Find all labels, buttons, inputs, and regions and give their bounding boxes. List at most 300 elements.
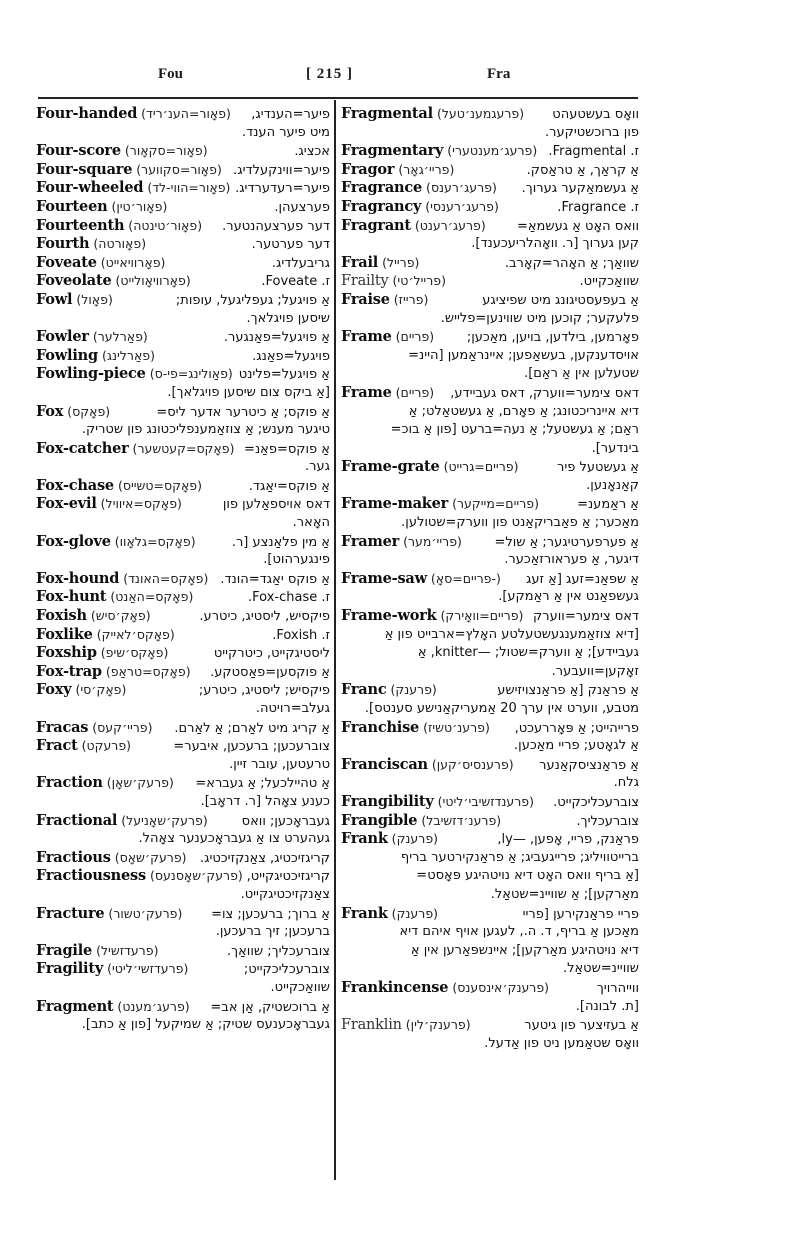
entry-line <box>36 626 330 645</box>
definition-text: קען גערוך [ר. וואָהלריעכענד]. <box>471 236 639 252</box>
headword-group <box>341 458 518 477</box>
definition-text: אַ פראַנציסקאַנער <box>539 757 639 773</box>
pronunciation: (פריים=וואָירק) <box>440 608 524 624</box>
headword-group <box>36 960 188 979</box>
headword-group <box>36 998 190 1017</box>
entry-continuation-line <box>36 979 330 998</box>
definition-text: פיער=רעדערדיג. <box>235 181 330 197</box>
headword: Fox-catcher <box>36 439 129 457</box>
headword-group <box>341 179 497 198</box>
page-number: [ 215 ] <box>306 66 353 82</box>
headword: Fract <box>36 737 78 755</box>
entry-continuation-line <box>341 588 639 607</box>
definition-text: האָאר. <box>292 515 330 531</box>
entry-line <box>36 495 330 514</box>
headword: Frailty <box>341 273 389 290</box>
entry-line <box>341 495 639 514</box>
definition-text: פינגערהוט]. <box>263 552 330 568</box>
pronunciation: (פרעק׳שאָניעל) <box>121 812 208 828</box>
entry-line <box>36 533 330 552</box>
entry-line <box>36 347 330 366</box>
definition-text: אַ ברוך; ברעכען; צו= <box>211 906 330 922</box>
pronunciation: (פרעדזשיל) <box>96 942 159 958</box>
definition-text: צאַנקזיכטיגקייט. <box>240 886 330 902</box>
pronunciation: (פרעק׳שאָסנעס) <box>149 868 243 884</box>
definition-text: גער. <box>305 459 330 475</box>
headword: Fox-hound <box>36 569 120 587</box>
pronunciation: (פאָקס=קעטשער) <box>132 440 235 456</box>
headword: Fox <box>36 402 64 420</box>
dictionary-entry <box>341 533 639 570</box>
headword: Foxlike <box>36 625 93 643</box>
pronunciation: (פריים=מייקער) <box>452 496 539 512</box>
headword: Fragility <box>36 960 104 978</box>
definition-text: דאס צימער=ווערק, דאס געביידע, <box>450 385 639 401</box>
headword-group <box>36 812 208 831</box>
definition-text: קריגזיכטיג, צאַנקזיכטיג. <box>199 850 330 866</box>
pronunciation: (פאָקס=גלאָוו) <box>114 533 196 549</box>
headword-group <box>36 681 126 700</box>
headword: Foxship <box>36 644 97 662</box>
headword: Frame-maker <box>341 495 449 513</box>
entry-line <box>36 867 330 886</box>
definition-text: פאָרמען, בילדען, בויען, מאַכען; <box>466 330 639 346</box>
dictionary-entry <box>36 179 330 198</box>
definition-text: זאָקען=וועבער. <box>551 663 639 679</box>
entry-continuation-line <box>36 310 330 329</box>
dictionary-entry <box>36 867 330 904</box>
definition-text: בינדער]. <box>591 440 639 456</box>
entry-continuation-line <box>36 421 330 440</box>
definition-text: פיער=הענדיג, <box>251 107 330 122</box>
pronunciation: (פאָקס׳שיפ) <box>100 645 169 661</box>
definition-text: געהערט צו אַ געבראָכענער צאָהל. <box>138 831 330 847</box>
entry-continuation-line <box>341 942 639 961</box>
dictionary-entry <box>341 384 639 458</box>
pronunciation: (פריי׳גאָר) <box>398 161 455 177</box>
headword: Fourteen <box>36 197 108 215</box>
headword: Foveate <box>36 253 97 271</box>
definition-text: שוואַך; אַ האָהר=קאָרב. <box>504 255 639 271</box>
left-column <box>36 105 330 1035</box>
definition-text: וואָס בעשטעהט <box>552 107 639 122</box>
dictionary-entry <box>36 291 330 328</box>
headword-group <box>341 570 501 589</box>
dictionary-entry <box>36 495 330 532</box>
dictionary-entry <box>36 942 330 961</box>
headword: Fox-glove <box>36 532 111 550</box>
dictionary-entry <box>341 905 639 979</box>
headword: Fragrancy <box>341 197 422 215</box>
entry-continuation-line <box>341 886 639 905</box>
definition-text: כענע צאָהל [ר. דראָב]. <box>200 793 330 809</box>
headword: Frame-work <box>341 607 437 625</box>
entry-line <box>36 681 330 700</box>
dictionary-entry <box>341 198 639 217</box>
definition-text: געביידע]; אַ ווערק=שטול; —knitter, אַ <box>417 645 639 661</box>
entry-line <box>36 774 330 793</box>
entry-continuation-line <box>36 384 330 403</box>
guide-word-right: Fra <box>487 66 511 82</box>
headword-group <box>36 570 208 589</box>
dictionary-entry <box>341 607 639 681</box>
pronunciation: (פריים) <box>395 384 435 400</box>
headword: Foveolate <box>36 272 112 290</box>
entry-continuation-line <box>341 124 639 143</box>
definition-text: פרייהייט; אַ פּאָררעכט, <box>514 720 639 736</box>
headword: Fracture <box>36 904 105 922</box>
entry-continuation-line <box>341 477 639 496</box>
definition-text: מאַרקען]; אַ שוויינ=שטאַל. <box>490 886 639 902</box>
headword-group <box>36 905 182 924</box>
entry-line <box>341 607 639 626</box>
dictionary-entry <box>36 235 330 254</box>
headword: Fractional <box>36 811 118 829</box>
dictionary-entry <box>36 440 330 477</box>
pronunciation: (פאָקס=האונד) <box>123 570 209 586</box>
headword-group <box>36 495 182 514</box>
dictionary-entry <box>341 756 639 793</box>
pronunciation: (פרענק׳לין) <box>405 1017 471 1033</box>
dictionary-entry <box>36 644 330 663</box>
definition-text: דער פערצעהנטער. <box>222 218 330 234</box>
headword-group <box>341 254 419 273</box>
headword-group <box>341 142 537 161</box>
headword-group <box>36 198 167 217</box>
definition-text: צוברעכען; ברעכען, איבער= <box>173 739 330 755</box>
headword: Franciscan <box>341 755 428 773</box>
entry-line <box>341 830 639 849</box>
entry-line <box>341 291 639 310</box>
pronunciation: (פאָור=הווי-לד) <box>147 180 231 196</box>
dictionary-entry <box>341 570 639 607</box>
entry-line <box>36 198 330 217</box>
definition-text: צוברעכליכקייט; <box>243 962 330 978</box>
headword-group <box>36 161 222 180</box>
headword-group <box>36 328 148 347</box>
pronunciation: (פרענ׳דזשיבל) <box>421 812 502 828</box>
entry-line <box>36 272 330 291</box>
dictionary-entry <box>36 626 330 645</box>
headword: Frame <box>341 383 392 401</box>
definition-text: פיקסיש; ליסטיג, כיטרע; <box>198 683 330 699</box>
headword: Fox-evil <box>36 495 97 513</box>
entry-continuation-line <box>341 867 639 886</box>
entry-line <box>341 1016 639 1035</box>
headword: Fowler <box>36 328 89 346</box>
definition-text: אויסדענקען, בעשאַפען; איינראַמען [היינ= <box>408 347 639 363</box>
dictionary-entry <box>36 905 330 942</box>
definition-text: פויגעל=פאַנג. <box>252 348 330 364</box>
headword-group <box>341 533 462 552</box>
pronunciation: (פאַרלער) <box>92 329 148 345</box>
definition-text: געשפאַנט אין אַ ראַמקע]. <box>498 589 639 605</box>
pronunciation: (פרייל׳טי) <box>392 273 446 289</box>
definition-text: אַ בעפעסטיגונג מיט שפיציגע <box>482 292 639 308</box>
entry-continuation-line <box>36 793 330 812</box>
dictionary-entry <box>341 681 639 718</box>
dictionary-entry <box>341 105 639 142</box>
entry-line <box>341 533 639 552</box>
headword-group <box>36 403 110 422</box>
pronunciation: (פאַרלינג) <box>101 347 156 363</box>
definition-text: אַ פוקס; אַ כיטרער אדער ליס= <box>156 404 330 420</box>
headword: Fragrance <box>341 179 423 197</box>
headword-group <box>36 105 231 124</box>
dictionary-entry <box>341 217 639 254</box>
dictionary-entry <box>36 998 330 1035</box>
headword: Fowl <box>36 290 73 308</box>
headword-group <box>36 774 174 793</box>
headword: Frame-grate <box>341 458 440 476</box>
definition-text: דיא איינריכטונג; אַ פאָרם, אַ געשטאַלט; אַ <box>408 403 639 419</box>
pronunciation: (פריי׳קעס) <box>92 719 153 735</box>
definition-text: וואָס שטאַמען ניט פון אַדעל. <box>484 1035 639 1051</box>
headword: Frank <box>341 830 388 848</box>
headword: Fourteenth <box>36 216 125 234</box>
headword: Fraise <box>341 290 390 308</box>
dictionary-entry <box>36 588 330 607</box>
entry-continuation-line <box>341 310 639 329</box>
headword-group <box>341 217 486 236</box>
definition-text: גריבעלדיג. <box>271 255 330 271</box>
headword: Fracas <box>36 718 89 736</box>
entry-line <box>36 105 330 124</box>
headword: Fraction <box>36 774 103 792</box>
headword-group <box>341 607 523 626</box>
pronunciation: (פרייל) <box>382 254 420 270</box>
dictionary-entry <box>36 403 330 440</box>
dictionary-entry <box>36 570 330 589</box>
dictionary-entry <box>36 347 330 366</box>
headword-group <box>36 272 191 291</box>
definition-text: פערצעהן. <box>274 199 330 215</box>
dictionary-entry <box>341 830 639 904</box>
dictionary-entry <box>341 254 639 273</box>
entry-line <box>36 644 330 663</box>
definition-text: אַ קריג מיט לאַרם; אַ לאַרם. <box>174 720 330 736</box>
definition-text: שטעלען אין אַ ראַם]. <box>524 366 639 382</box>
entry-line <box>341 384 639 403</box>
definition-text: געבראָכען; וואס <box>241 813 330 829</box>
pronunciation: (פאָקס=טראַפ) <box>105 663 191 679</box>
dictionary-entry <box>36 217 330 236</box>
definition-text: מטבע, ווערט אין ערך 20 אַמעריקאַנישע סענטס]. <box>364 701 639 716</box>
entry-line <box>341 272 639 291</box>
definition-text: אַ פראַנק [אַ פראַנצויזישע <box>497 683 639 699</box>
headword: Fractious <box>36 848 111 866</box>
headword-group <box>341 681 437 700</box>
headword-group <box>36 588 193 607</box>
header-rule <box>38 97 638 99</box>
headword: Frangible <box>341 811 418 829</box>
entry-line <box>36 849 330 868</box>
entry-line <box>36 942 330 961</box>
entry-line <box>36 161 330 180</box>
pronunciation: (פאָקס=טשייס) <box>117 477 202 493</box>
entry-continuation-line <box>36 830 330 849</box>
entry-continuation-line <box>36 458 330 477</box>
headword-group <box>36 440 234 459</box>
pronunciation: (פריים=סאָ-) <box>430 570 501 586</box>
entry-line <box>341 812 639 831</box>
pronunciation: (פרעק׳שאָן) <box>106 775 174 791</box>
headword-group <box>341 495 539 514</box>
dictionary-entry <box>36 774 330 811</box>
entry-continuation-line <box>36 1016 330 1035</box>
entry-line <box>36 905 330 924</box>
definition-text: שוואַכקייט. <box>270 979 330 995</box>
definition-text: אַ לגאָטע; פריי מאַכען. <box>514 738 639 754</box>
headword-group <box>36 737 131 756</box>
pronunciation: (פאָרוויאייט) <box>100 254 166 270</box>
dictionary-entry <box>36 533 330 570</box>
pronunciation: (פרענק) <box>391 831 439 847</box>
definition-text: שוואַכקייט. <box>579 274 639 290</box>
entry-line <box>36 570 330 589</box>
definition-text: אַ בעזיצער פון גיטער <box>524 1018 639 1034</box>
headword: Fowling-piece <box>36 365 146 383</box>
definition-text: אַ מין פלאַנצע [ר. <box>231 534 330 550</box>
headword-group <box>341 719 490 738</box>
pronunciation: (פרייז) <box>393 291 429 307</box>
headword-group <box>341 198 499 217</box>
entry-continuation-line <box>341 700 639 719</box>
entry-continuation-line <box>341 774 639 793</box>
headword: Frank <box>341 904 388 922</box>
entry-line <box>36 403 330 422</box>
guide-word-left: Fou <box>158 66 184 82</box>
entry-line <box>341 719 639 738</box>
pronunciation: (פאָורטה) <box>93 236 147 252</box>
pronunciation: (פאָור׳טין) <box>111 198 168 214</box>
definition-text: אַ טהיילכעל; אַ געברא= <box>195 776 330 792</box>
definition-text: ז. Fragmental. <box>548 144 639 160</box>
pronunciation: (פאָור=סקווער) <box>136 161 222 177</box>
entry-continuation-line <box>341 551 639 570</box>
entry-continuation-line <box>341 440 639 459</box>
entry-line <box>341 254 639 273</box>
definition-text: אַ פוקס=יאַגד. <box>248 478 330 494</box>
definition-text: [אַ ביקס צום שיסען פויגלאך]. <box>167 384 330 400</box>
entry-line <box>36 719 330 738</box>
headword-group <box>36 663 191 682</box>
headword-group <box>36 291 113 310</box>
pronunciation: (פרעג׳רענס) <box>426 180 497 196</box>
headword: Fragor <box>341 160 395 178</box>
headword: Foxy <box>36 681 72 699</box>
definition-text: טרעטען, עובר זיין. <box>229 756 330 772</box>
definition-text: צוברעכליך; שוואַך. <box>226 943 330 959</box>
headword: Frame-saw <box>341 569 427 587</box>
headword-group <box>36 235 146 254</box>
entry-line <box>36 235 330 254</box>
pronunciation: (פאָרוויאָולייט) <box>115 273 191 289</box>
entry-continuation-line <box>341 644 639 663</box>
definition-text: [דיא צוזאַמענגעשטעלטע האָלץ=ארבייט פון אַ <box>384 626 639 642</box>
dictionary-entry <box>341 979 639 1016</box>
entry-line <box>36 737 330 756</box>
entry-continuation-line <box>341 1035 639 1054</box>
headword: Fox-hunt <box>36 588 107 606</box>
headword: Fragment <box>36 997 114 1015</box>
headword: Fourth <box>36 235 90 253</box>
headword: Fox-trap <box>36 662 102 680</box>
pronunciation: (פאָור׳טינטה) <box>128 217 203 233</box>
headword-group <box>36 179 230 198</box>
entry-continuation-line <box>36 923 330 942</box>
headword: Fractiousness <box>36 867 146 885</box>
headword-group <box>36 365 233 384</box>
definition-text: אַ שפּאַנ=זעג [אַ זעג <box>526 571 639 587</box>
pronunciation: (פרענק׳אינסענס) <box>452 979 550 995</box>
pronunciation: (פאָקס=האַנט) <box>110 589 194 605</box>
entry-continuation-line <box>341 849 639 868</box>
entry-continuation-line <box>36 514 330 533</box>
entry-line <box>36 328 330 347</box>
definition-text: אַ פויגעל; געפליגעל, עופות; <box>175 292 330 308</box>
definition-text: דער פערטער. <box>251 237 330 253</box>
definition-text: מאַכען אַ בריף, ד. ה., לעגען אויף איהם דיא <box>399 924 639 940</box>
definition-text: דאס צימער=ווערק <box>533 609 639 625</box>
headword: Franklin <box>341 1017 402 1034</box>
headword-group <box>36 719 153 738</box>
headword-group <box>36 477 202 496</box>
headword-group <box>341 328 434 347</box>
pronunciation: (פאָק׳סיש) <box>90 608 151 624</box>
definition-text: אַ פוקסען=פאַסטקע. <box>210 664 330 680</box>
definition-text: דיא נויטהיגע מאַרקען]; איינשפּאַרען אין אַ <box>410 942 639 958</box>
dictionary-entry <box>36 812 330 849</box>
definition-text: דיגער, אַ פעראורזאַכער. <box>504 552 639 568</box>
headword-group <box>36 254 165 273</box>
headword: Fragrant <box>341 216 411 234</box>
headword: Fragile <box>36 941 93 959</box>
pronunciation: (פרעג׳מענט) <box>117 998 190 1014</box>
entry-continuation-line <box>341 403 639 422</box>
definition-text: פון ברוכשטיקער. <box>545 124 639 140</box>
headword-group <box>341 384 434 403</box>
entry-line <box>341 198 639 217</box>
entry-line <box>36 217 330 236</box>
definition-text: ז. Fox-chase. <box>248 590 330 606</box>
pronunciation: (פריים=גרייט) <box>443 459 519 475</box>
definition-text: אכציג. <box>294 144 330 160</box>
headword: Foxish <box>36 607 87 625</box>
dictionary-entry <box>36 607 330 626</box>
entry-continuation-line <box>341 737 639 756</box>
headword-group <box>341 272 446 291</box>
dictionary-entry <box>36 719 330 738</box>
headword: Fox-chase <box>36 476 114 494</box>
definition-text: [אַ בריף וואס האָט דיא נויטהיגע פּאָסט= <box>416 868 639 884</box>
headword-group <box>341 291 428 310</box>
definition-text: געבראָכענעס שטיק; אַ שמיקעל [פון אַ כתב]. <box>81 1017 330 1033</box>
definition-text: אַ ראַמענ= <box>577 497 639 513</box>
dictionary-entry <box>36 849 330 868</box>
definition-text: פיקסיש, ליסטיג, כיטרע. <box>199 609 330 625</box>
pronunciation: (פאָור=סקאָור) <box>124 143 208 159</box>
headword: Frail <box>341 253 379 271</box>
entry-line <box>36 179 330 198</box>
dictionary-entry <box>36 328 330 347</box>
headword-group <box>36 942 158 961</box>
definition-text: אַ געשמאַקער גערוך. <box>521 181 639 197</box>
definition-text: פראַנק, פריי, אָפען, —ly, <box>497 832 639 848</box>
definition-text: גלח. <box>613 775 639 791</box>
entry-continuation-line <box>341 365 639 384</box>
definition-text: דאס אויספאַלען פון <box>222 497 330 513</box>
